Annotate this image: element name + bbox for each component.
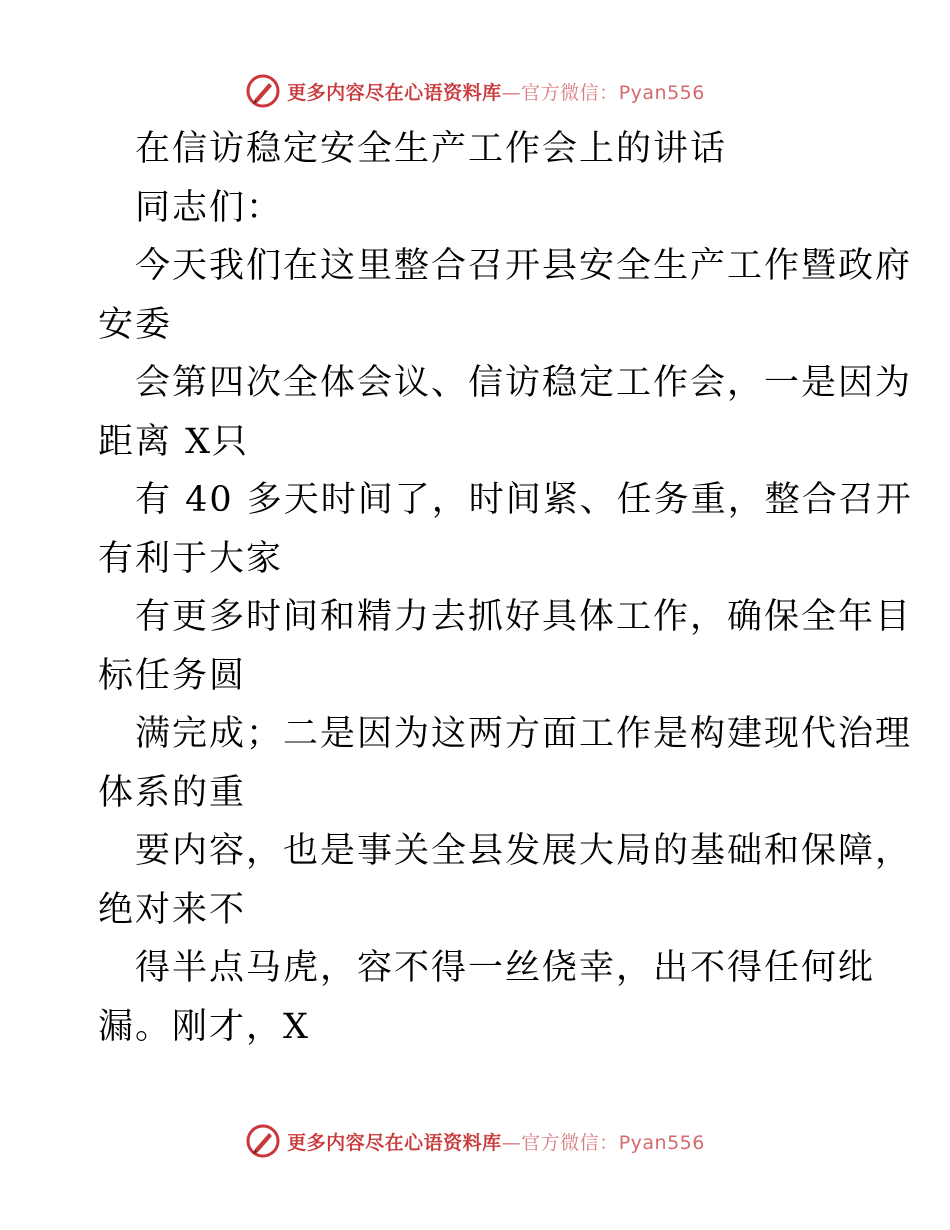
watermark-label: 官方微信： (521, 81, 619, 104)
text-line: 要内容，也是事关全县发展大局的基础和保障， (135, 831, 913, 871)
text-line: 满完成；二是因为这两方面工作是构建现代治理 (135, 714, 913, 754)
pen-logo-icon (245, 73, 281, 109)
watermark-brand: 更多内容尽在心语资料库 (287, 81, 502, 104)
watermark-label: 官方微信： (521, 1131, 619, 1154)
watermark-id: Pyan556 (618, 1131, 705, 1154)
salutation: 同志们： (135, 187, 284, 228)
text-line: 有 40 多天时间了，时间紧、任务重，整合召开 (135, 480, 913, 520)
text-line: 今天我们在这里整合召开县安全生产工作暨政府 (135, 246, 913, 286)
text-line: 有利于大家 (98, 538, 284, 579)
text-line: 体系的重 (98, 772, 247, 813)
text-line: 有更多时间和精力去抓好具体工作，确保全年目 (135, 597, 913, 637)
text-line: 安委 (98, 304, 173, 345)
document-body (98, 120, 913, 1056)
text-line: 标任务圆 (98, 655, 247, 696)
watermark-dash: — (501, 81, 522, 104)
text-line: 绝对来不 (98, 889, 247, 930)
text-line: 得半点马虎，容不得一丝侥幸，出不得任何纰 (135, 948, 876, 988)
header-watermark (0, 71, 950, 111)
pen-logo-icon (245, 1123, 281, 1159)
text-line: 会第四次全体会议、信访稳定工作会，一是因为 (135, 363, 913, 403)
watermark-id: Pyan556 (618, 81, 705, 104)
document-title: 在信访稳定安全生产工作会上的讲话 (135, 129, 728, 169)
watermark-dash: — (501, 1131, 522, 1154)
footer-watermark (0, 1121, 950, 1161)
text-line: 距离 X只 (98, 421, 250, 462)
text-line: 漏。刚才，X (98, 1006, 310, 1047)
watermark-text (287, 78, 705, 105)
watermark-brand: 更多内容尽在心语资料库 (287, 1131, 502, 1154)
watermark-text (287, 1128, 705, 1155)
